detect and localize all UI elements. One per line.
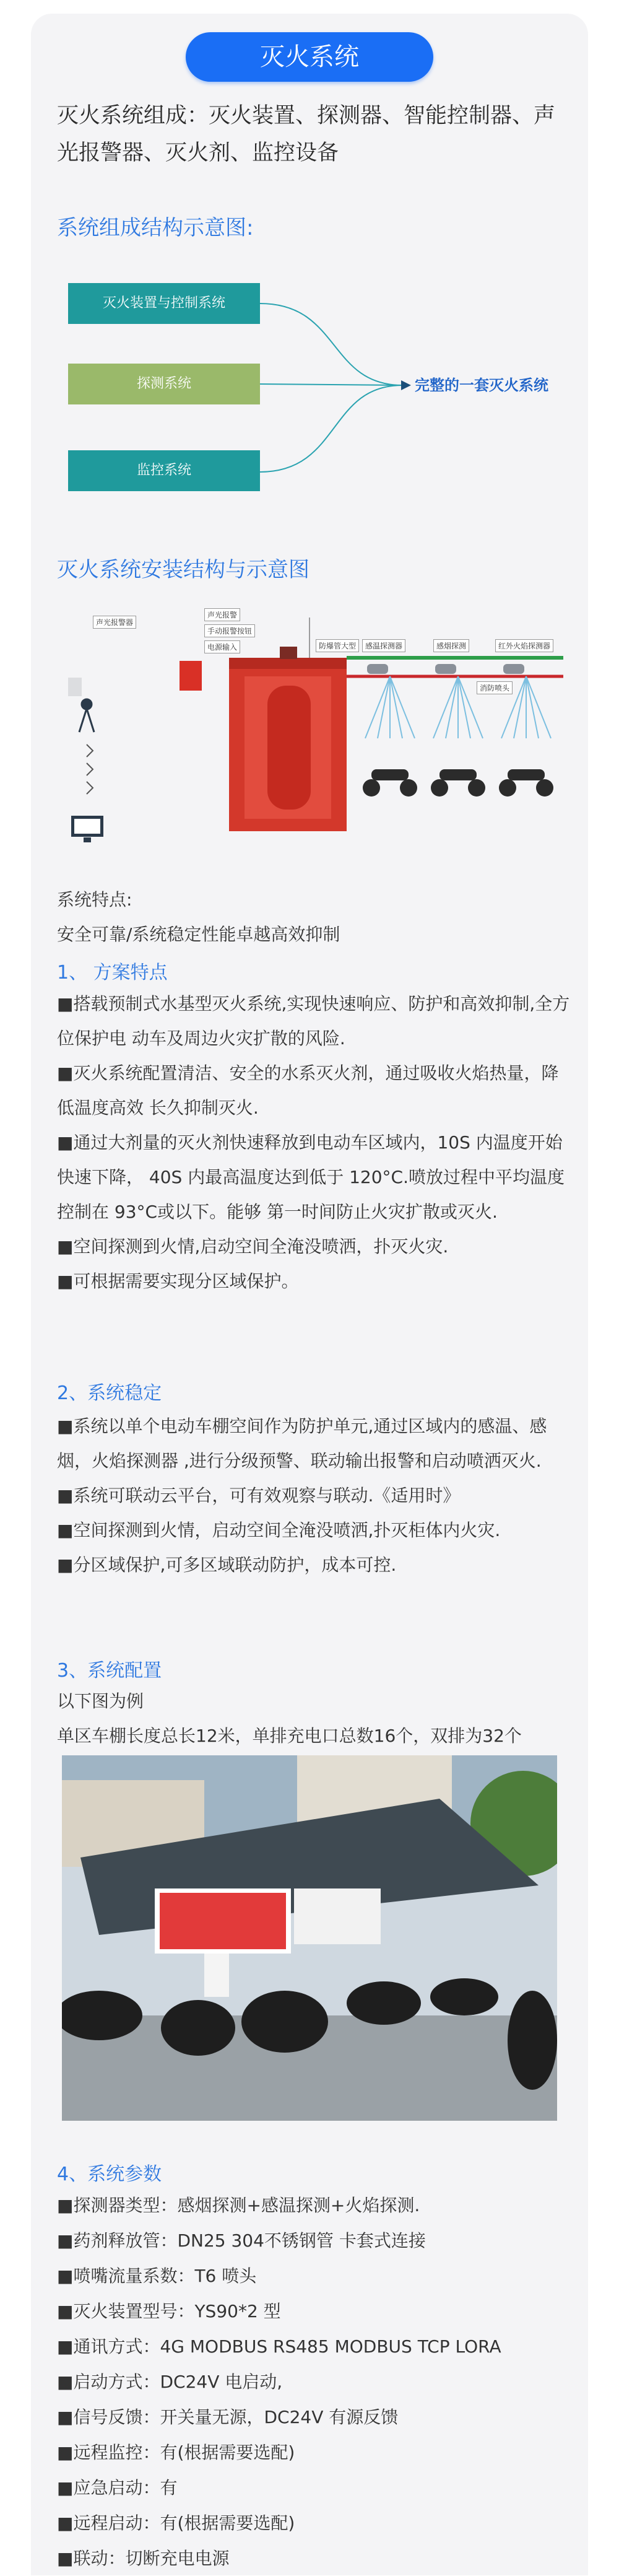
label-sound-alarm2: 声光报警 — [204, 608, 240, 621]
params-heading: 4、系统参数 — [57, 2163, 162, 2185]
carport-photo — [62, 1755, 557, 2121]
list-item: ■空间探测到火情，启动空间全淹没喷洒,扑灭柜体内火灾. — [57, 1520, 501, 1540]
install-heading: 灭火系统安装结构与示意图 — [57, 557, 310, 582]
connector-lines — [31, 14, 588, 522]
install-illustration — [50, 602, 569, 850]
list-item: ■应急启动：有 — [57, 2478, 178, 2498]
system-intro: 灭火系统组成：灭火装置、探测器、智能控制器、声光报警器、灭火剂、监控设备 — [57, 103, 556, 165]
list-item: 以下图为例 — [57, 1691, 144, 1711]
box-fire-device: 灭火装置与控制系统 — [68, 283, 260, 324]
list-item: ■联动：切断充电电源 — [57, 2548, 230, 2569]
list-item: ■通过大剂量的灭火剂快速释放到电动车区域内，10S 内温度开始快速下降， 40S 内最高温度达到低于 120°C.喷放过程中平均温度控制在 93°C或以下。能够 第一时间防止火灾扩散或灭火. — [57, 1132, 565, 1222]
list-item: ■系统可联动云平台，可有效观察与联动.《适用时》 — [57, 1485, 461, 1506]
alarm-box — [180, 661, 202, 691]
label-manual-alarm: 手动报警按钮 — [204, 624, 255, 637]
list-item: ■远程启动：有(根据需要选配) — [57, 2513, 295, 2533]
section-1-list — [57, 987, 571, 1299]
signal-chevrons-icon — [87, 744, 93, 794]
list-item: 单区车棚长度总长12米，单排充电口总数16个，双排为32个 — [57, 1726, 522, 1746]
section-3-heading: 3、系统配置 — [57, 1660, 162, 1682]
list-item: ■可根据需要实现分区域保护。 — [57, 1271, 299, 1291]
section-2-list — [57, 1409, 571, 1583]
scooter-icon — [363, 769, 553, 797]
list-item: ■空间探测到火情,启动空间全淹没喷洒，扑灭火灾. — [57, 1236, 449, 1257]
carport-illustration — [62, 1755, 557, 2121]
params-list — [57, 2188, 571, 2576]
list-item: ■通讯方式：4G MODBUS RS485 MODBUS TCP LORA — [57, 2336, 501, 2357]
install-diagram — [50, 602, 569, 850]
features-subtitle: 安全可靠/系统稳定性能卓越高效抑制 — [57, 924, 340, 945]
label-temp-detector: 感温探测器 — [362, 639, 405, 652]
list-item: ■灭火装置型号：YS90*2 型 — [57, 2301, 281, 2321]
structure-heading: 系统组成结构示意图: — [57, 216, 254, 240]
label-sound-alarm: 声光报警器 — [93, 616, 136, 629]
list-item: ■药剂释放管：DN25 304不锈钢管 卡套式连接 — [57, 2230, 426, 2251]
label-nozzle: 消防喷头 — [477, 681, 513, 694]
list-item: ■信号反馈：开关量无源，DC24V 有源反馈 — [57, 2407, 399, 2427]
list-item: ■系统以单个电动车棚空间作为防护单元,通过区域内的感温、感烟，火焰探测器 ,进行分级预警、联动输出报警和启动喷洒灭火. — [57, 1416, 547, 1471]
label-smoke-detector: 感烟探测 — [433, 639, 469, 652]
monitor-icon — [71, 816, 103, 842]
content-card — [31, 14, 588, 2575]
features-label: 系统特点: — [57, 889, 132, 910]
tripod-detector-icon — [79, 699, 94, 732]
section-2-heading: 2、系统稳定 — [57, 1382, 162, 1404]
list-item: ■启动方式：DC24V 电启动, — [57, 2372, 283, 2392]
diagram-result: 完整的一套灭火系统 — [415, 377, 548, 394]
box-monitoring: 监控系统 — [68, 450, 260, 491]
list-item: ■分区域保护,可多区域联动防护，成本可控. — [57, 1555, 397, 1575]
list-item: ■喷嘴流量系数：T6 喷头 — [57, 2266, 257, 2286]
section-1-heading: 1、 方案特点 — [57, 962, 168, 984]
box-detection: 探测系统 — [68, 364, 260, 404]
list-item: ■搭载预制式水基型灭火系统,实现快速响应、防护和高效抑制,全方位保护电 动车及周边火灾扩散的风险. — [57, 993, 570, 1049]
label-power-input: 电源输入 — [204, 640, 240, 653]
list-item: ■灭火系统配置清洁、安全的水系灭火剂，通过吸收火焰热量，降低温度高效 长久抑制灭火. — [57, 1063, 559, 1118]
section-3-list — [57, 1684, 571, 1753]
list-item: ■远程监控：有(根据需要选配) — [57, 2442, 295, 2463]
list-item: ■探测器类型：感烟探测+感温探测+火焰探测. — [57, 2195, 420, 2216]
page-title: 灭火系统 — [186, 32, 433, 82]
label-pipe: 防爆管大型 — [316, 639, 359, 652]
label-flame-detector: 红外火焰探测器 — [495, 639, 553, 652]
